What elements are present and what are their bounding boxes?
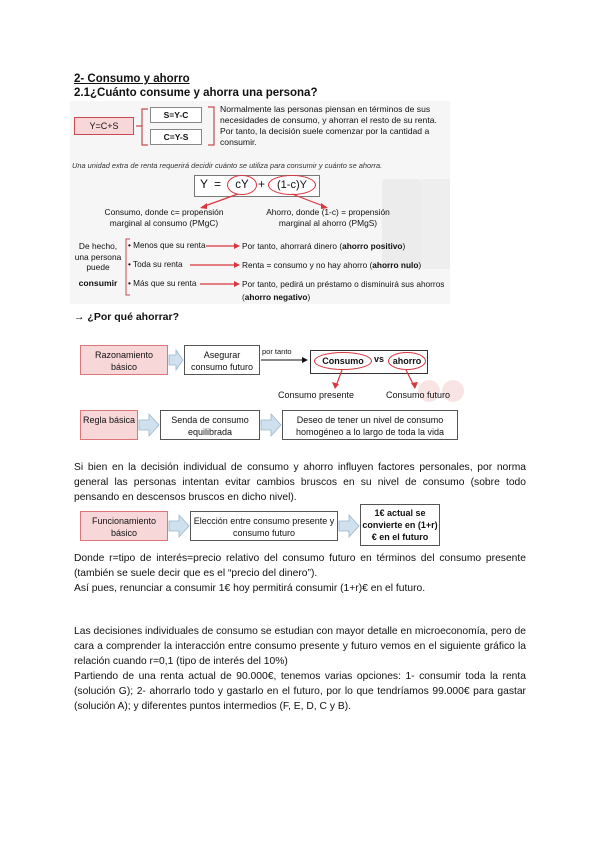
ahorro-label: Ahorro, donde (1-c) = propensión marginal al ahorro (PMgS) (266, 207, 390, 228)
block-arrow (169, 515, 189, 537)
equation-1cy: (1-c)Y (268, 175, 316, 195)
paragraph-3: Las decisiones individuales de consumo se estudian con mayor detalle en microeconomía, pero de cara a comprender la interacción entre consumo presente y futuro vemos en el siguiente gráfico la relación cuando r=0,1 (tipo de interés del 10%) (74, 626, 526, 667)
block-arrow (261, 414, 281, 436)
caption: Una unidad extra de renta requerirá decidir cuánto se utiliza para consumir y cuánto se ahorra. (72, 161, 383, 170)
row-toda-right-c: ) (418, 260, 422, 270)
identity-s-box: S=Y-C (150, 107, 202, 123)
equation-plus: + (258, 177, 266, 191)
row-menos-right-a: Por tanto, ahorrará dinero ( (242, 241, 343, 251)
block-arrow (339, 515, 359, 537)
consumo-label: Consumo, donde c= propensión marginal al consumo (PMgC) (104, 207, 224, 228)
row-menos-right-b: ahorro positivo (342, 241, 403, 251)
eleccion-box: Elección entre consumo presente y consumo futuro (190, 511, 338, 541)
asegurar-box: Asegurar consumo futuro (184, 345, 260, 375)
identity-main-box: Y=C+S (74, 117, 134, 135)
row-toda-left: • Toda su renta (128, 260, 183, 269)
row-mas-right-b: ahorro negativo (244, 292, 308, 302)
row-mas-right-a: Por tanto, pedirá un préstamo o disminuirá sus ahorros ( (242, 279, 445, 302)
identity-c-box: C=Y-S (150, 129, 202, 145)
consumo-oval: Consumo (314, 352, 372, 370)
equation-cy: cY (227, 175, 257, 195)
paragraph-2-line2: Así pues, renunciar a consumir 1€ hoy permitirá consumir (1+r)€ en el futuro. (74, 583, 426, 594)
why-save-heading: → ¿Por qué ahorrar? (74, 311, 180, 323)
ahorro-oval: ahorro (388, 352, 426, 370)
de-hecho-text: De hecho, una persona puede (74, 241, 122, 272)
intro-text: Normalmente las personas piensan en términos de sus necesidades de consumo, y ahorran el resto de su renta. Por tanto, la decisión suele comenzar por la cantidad a consumir. (220, 104, 437, 147)
paragraph-1: Si bien en la decisión individual de consumo y ahorro influyen factores personales, por norma general las personas intentan evitar cambios bruscos en su nivel de consumo (sobre todo pensando en descensos bruscos en dicho nivel). (74, 462, 526, 503)
equation-equals: = (214, 177, 222, 191)
section-title: 2- Consumo y ahorro (74, 73, 190, 85)
row-menos-left: • Menos que su renta (128, 241, 206, 250)
razonamiento-box: Razonamiento básico (80, 345, 168, 375)
vs-label: vs (374, 354, 385, 364)
consumir-label: consumir (78, 278, 118, 288)
row-mas-right-c: ) (307, 292, 311, 302)
row-toda-right-a: Renta = consumo y no hay ahorro ( (242, 260, 373, 270)
consumo-presente-label: Consumo presente (278, 390, 355, 400)
subsection-title: 2.1¿Cuánto consume y ahorra una persona? (74, 87, 318, 99)
paragraph-2: Donde r=tipo de interés=precio relativo del consumo futuro en términos del consumo presente (también se suele decir que es el “precio del dinero”). (74, 553, 526, 579)
equation-y: Y (200, 177, 209, 191)
funcionamiento-box: Funcionamiento básico (80, 511, 168, 541)
deseo-box: Deseo de tener un nivel de consumo homogéneo a lo largo de toda la vida (282, 410, 458, 440)
paragraph-4: Partiendo de una renta actual de 90.000€, tenemos varias opciones: 1- consumir toda la renta (solución G); 2- ahorrarlo todo y gastarlo en el futuro, por lo que tendríamos 99.000€ para gastar (solución A); y diferentes puntos intermedios (F, E, D, C y B). (74, 671, 526, 712)
consumo-futuro-label: Consumo futuro (386, 390, 451, 400)
row-menos-right-c: ) (402, 241, 406, 251)
euro-box: 1€ actual se convierte en (1+r)€ en el futuro (360, 504, 440, 546)
row-mas-left: • Más que su renta (128, 279, 197, 288)
row-toda-right-b: ahorro nulo (372, 260, 419, 270)
regla-box: Regla básica (80, 410, 138, 440)
block-arrow (139, 414, 159, 436)
por-tanto-label: por tanto (262, 347, 292, 356)
senda-box: Senda de consumo equilibrada (160, 410, 260, 440)
